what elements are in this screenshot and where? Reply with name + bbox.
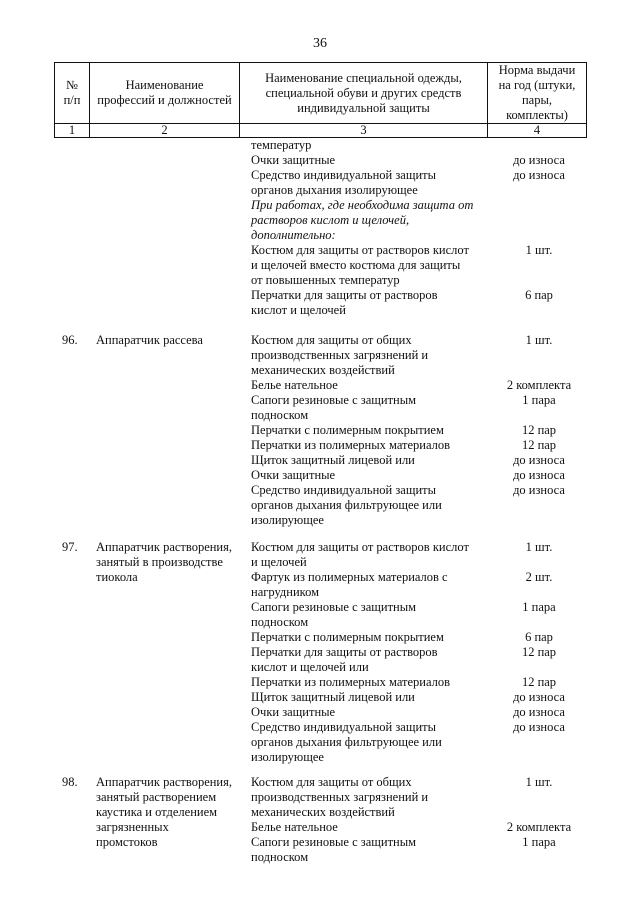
list-item: температур xyxy=(251,138,312,152)
entry-profession: Аппаратчик растворения, занятый растворением каустика и отделением загрязненных промстоков xyxy=(96,775,232,849)
header-line: пары, xyxy=(521,93,552,107)
norm-value: до износа xyxy=(513,720,565,734)
entry-items xyxy=(251,775,501,865)
table-header xyxy=(54,62,587,138)
header-col-equipment xyxy=(240,63,488,124)
entry-number: 98. xyxy=(62,775,78,789)
list-item: Средство индивидуальной защиты органов дыхания фильтрующее или изолирующее xyxy=(251,483,442,527)
norm-value: 12 пар xyxy=(521,645,557,659)
norm-value: до износа xyxy=(513,483,565,497)
list-item: Очки защитные xyxy=(251,468,336,482)
entry-number: 96. xyxy=(62,333,78,347)
list-item: Костюм для защиты от растворов кислот и щелочей вместо костюма для защиты от повышенных температур xyxy=(251,243,469,287)
list-item: Фартук из полимерных материалов с нагрудником xyxy=(251,570,448,599)
norm-value: 1 шт. xyxy=(525,333,553,347)
norm-value: до износа xyxy=(513,153,565,167)
continuation-items xyxy=(251,138,501,318)
entry-items xyxy=(251,333,501,528)
entry-number: 97. xyxy=(62,540,78,554)
list-item: Костюм для защиты от общих производственных загрязнений и механических воздействий xyxy=(251,333,429,377)
list-item: Белье нательное xyxy=(251,820,338,834)
header-line: комплекты) xyxy=(506,108,568,122)
list-item: Перчатки для защиты от растворов кислот и щелочей xyxy=(251,288,438,317)
list-item: Перчатки с полимерным покрытием xyxy=(251,423,444,437)
list-item: Сапоги резиновые с защитным подноском xyxy=(251,835,417,864)
entry-profession: Аппаратчик рассева xyxy=(96,333,203,347)
header-line: Наименование xyxy=(125,78,204,92)
norm-value: 6 пар xyxy=(525,288,553,302)
header-line: индивидуальной защиты xyxy=(297,100,430,115)
list-item: Перчатки с полимерным покрытием xyxy=(251,630,444,644)
norm-value: 6 пар xyxy=(525,630,553,644)
norm-value xyxy=(487,138,591,153)
norm-value: 1 пара xyxy=(522,393,556,407)
column-number-2: 2 xyxy=(90,124,240,138)
header-line: на год (штуки, xyxy=(498,78,576,92)
list-item: Средство индивидуальной защиты органов дыхания изолирующее xyxy=(251,168,437,197)
entry-norms xyxy=(487,775,591,865)
norm-value: 12 пар xyxy=(521,438,557,452)
norm-value xyxy=(487,198,591,243)
list-item: Белье нательное xyxy=(251,378,338,392)
norm-value: 2 шт. xyxy=(525,570,553,584)
list-item: Щиток защитный лицевой или xyxy=(251,690,415,704)
list-item: Перчатки для защиты от растворов кислот и щелочей или xyxy=(251,645,438,674)
norm-value: 1 шт. xyxy=(525,540,553,554)
list-item: Перчатки из полимерных материалов xyxy=(251,438,451,452)
norm-value: до износа xyxy=(513,705,565,719)
header-col-profession xyxy=(90,63,240,124)
entry-items xyxy=(251,540,501,765)
entry-norms xyxy=(487,540,591,765)
entry-norms xyxy=(487,333,591,528)
header-col-number xyxy=(55,63,90,124)
list-item: Очки защитные xyxy=(251,705,336,719)
norm-value: 12 пар xyxy=(521,423,557,437)
norm-value: до износа xyxy=(513,690,565,704)
header-line: Наименование специальной одежды, xyxy=(265,70,462,85)
header-line: № xyxy=(66,78,78,92)
list-item: Сапоги резиновые с защитным подноском xyxy=(251,393,417,422)
list-item: Перчатки из полимерных материалов xyxy=(251,675,451,689)
list-item: Очки защитные xyxy=(251,153,336,167)
page-number: 36 xyxy=(313,36,327,51)
entry-profession: Аппаратчик растворения, занятый в производстве тиокола xyxy=(96,540,232,584)
list-item: Щиток защитный лицевой или xyxy=(251,453,415,467)
norm-value: 1 пара xyxy=(522,600,556,614)
norm-value: 2 комплекта xyxy=(506,820,572,834)
list-item: Костюм для защиты от общих производственных загрязнений и механических воздействий xyxy=(251,775,429,819)
list-item: Сапоги резиновые с защитным подноском xyxy=(251,600,417,629)
norm-value: 1 шт. xyxy=(525,775,553,789)
column-number-3: 3 xyxy=(240,124,488,138)
norm-value: до износа xyxy=(513,468,565,482)
norm-value: 2 комплекта xyxy=(506,378,572,392)
header-line: профессий и должностей xyxy=(97,93,232,107)
column-number-4: 4 xyxy=(488,124,587,138)
header-line: п/п xyxy=(63,93,81,107)
list-item: Средство индивидуальной защиты органов дыхания фильтрующее или изолирующее xyxy=(251,720,442,764)
norm-value: 1 пара xyxy=(522,835,556,849)
list-item: Костюм для защиты от растворов кислот и щелочей xyxy=(251,540,469,569)
norm-value: до износа xyxy=(513,453,565,467)
column-number-1: 1 xyxy=(55,124,90,138)
norm-value: 12 пар xyxy=(521,675,557,689)
list-item-note: При работах, где необходима защита от растворов кислот и щелочей, дополнительно: xyxy=(251,198,474,242)
header-line: Норма выдачи xyxy=(498,63,576,77)
continuation-norms xyxy=(487,138,591,318)
header-line: специальной обуви и других средств xyxy=(265,85,462,100)
norm-value: 1 шт. xyxy=(525,243,553,257)
header-col-norm xyxy=(488,63,587,124)
norm-value: до износа xyxy=(513,168,565,182)
